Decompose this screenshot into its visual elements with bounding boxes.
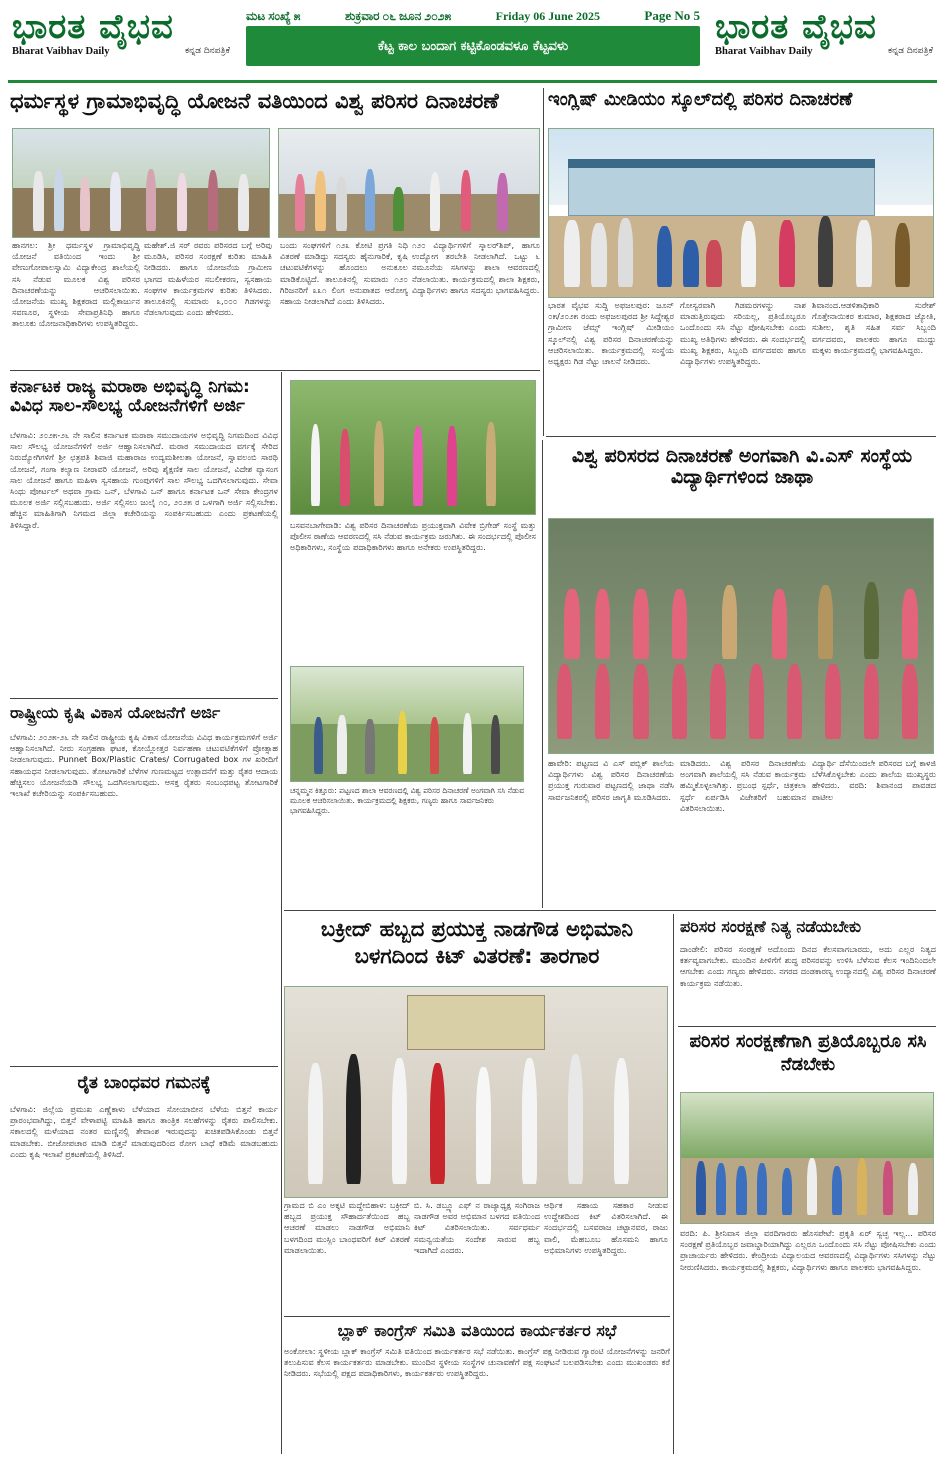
headline-a2: ಇಂಗ್ಲಿಷ್ ಮೀಡಿಯಂ ಸ್ಕೂಲ್‌ದಲ್ಲಿ ಪರಿಸರ ದಿನಾಚರಣೆ: [548, 89, 853, 110]
article-a6-caption: ಬಸವನಬಾಗೇವಾಡಿ: ವಿಶ್ವ ಪರಿಸರ ದಿನಾಚರಣೆಯ ಪ್ರಯುಕ್ತವಾಗಿ ವಿವೇಕ ಬ್ರಿಗೇಡ್ ಸಂಸ್ಥೆ ಮತ್ತು ಪೊಲೀಸ ಠಾಣೆಯ ಆವರಣದಲ್ಲಿ ಸಸಿ ನೆಡುವ ಕಾರ್ಯಕ್ರಮ ಜರುಗಿತು. ಈ ಸಂದರ್ಭದಲ್ಲಿ ಪೊಲೀಸ ಅಧಿಕಾರಿಗಳು, ಸಂಸ್ಥೆಯ ಪದಾಧಿಕಾರಿಗಳು ಹಾಗೂ ಅನೇಕರು ಉಪಸ್ಥಿತರಿದ್ದರು.: [290, 520, 536, 553]
section-rule: [678, 1026, 936, 1027]
article-a7-col3: ವಿದ್ಯಾರ್ಥಿ ದೆಸೆಯಿಂದಲೇ ಪರಿಸರದ ಬಗ್ಗೆ ಕಾಳಜಿ ಬೆಳೆಸಿಕೊಳ್ಳಬೇಕು ಎಂದು ಶಾಲೆಯ ಮುಖ್ಯಸ್ಥರು ಹೇಳಿದರು. ವರದಿ: ಶಿವಾನಂದ ಪಾವಡದ ಪಾಟೀಲ: [812, 758, 936, 802]
brand-tag: ಕನ್ನಡ ದಿನಪತ್ರಿಕೆ: [184, 46, 230, 56]
column-divider: [281, 372, 282, 1454]
article-a2-col2: ಗೋಸ್ವರವಾಗಿ ಗಿಡಮರಗಳನ್ನು ನಾಶ ಮಾಡುತ್ತಿರುವುದು ಸರಿಯಲ್ಲ, ಪ್ರತಿಯೊಬ್ಬರೂ ಒಂದೊಂದು ಸಸಿ ನೆಟ್ಟು ಪೋಷಿಸಬೇಕು ಎಂದು ಮುಖ್ಯ ಅತಿಥಿಗಳು ಹೇಳಿದರು. ಈ ಸಂದರ್ಭದಲ್ಲಿ ಮುಖ್ಯ ಶಿಕ್ಷಕರು, ಸಿಬ್ಬಂದಿ ವರ್ಗದವರು ಹಾಗೂ ವಿದ್ಯಾರ್ಥಿಗಳು ಉಪಸ್ಥಿತರಿದ್ದರು.: [680, 300, 806, 367]
section-rule: [546, 436, 936, 437]
photo-a2: [548, 128, 934, 298]
article-a7-col1: ಹಾವೇರಿ: ಪಟ್ಟಣದ ವಿ ಎಸ್ ಪಬ್ಲಿಕ್ ಶಾಲೆಯ ವಿದ್ಯಾರ್ಥಿಗಳು ವಿಶ್ವ ಪರಿಸರ ದಿನಾಚರಣೆಯ ಪ್ರಯುಕ್ತ ಗುರುವಾರ ಪಟ್ಟಣದಲ್ಲಿ ಜಾಥಾ ನಡೆಸಿ ಸಾರ್ವಜನಿಕರಲ್ಲಿ ಪರಿಸರ ಜಾಗೃತಿ ಮೂಡಿಸಿದರು.: [548, 758, 674, 802]
photo-a6-top: [290, 380, 536, 515]
section-rule: [284, 1316, 670, 1317]
article-a3-body: ಬೆಳಗಾವಿ: ೨೦೨೫-೨೬ ನೇ ಸಾಲಿನ ಕರ್ನಾಟಕ ಮರಾಠಾ ಸಮುದಾಯಗಳ ಅಭಿವೃದ್ಧಿ ನಿಗಮದಿಂದ ವಿವಿಧ ಸಾಲ ಸೌಲಭ್ಯ ಯೋಜನೆಗಳಿಗೆ ಅರ್ಜಿ ಆಹ್ವಾನಿಸಲಾಗಿದೆ. ಮರಾಠ ಸಮುದಾಯದ ವರ್ಗಕ್ಕೆ ಸೇರಿದ ನಿರುದ್ಯೋಗಿಗಳಿಗೆ ಶ್ರೀ ಛತ್ರಪತಿ ಶಿವಾಜಿ ಮಹಾರಾಜ ಉದ್ಯಮಶೀಲತಾ ಯೋಜನೆ, ಸ್ವಾವಲಂಬಿ ಸಾರಥಿ ಯೋಜನೆ, ಗಂಗಾ ಕಲ್ಯಾಣ ನೀರಾವರಿ ಯೋಜನೆ, ಅರಿವು ಶೈಕ್ಷಣಿಕ ಸಾಲ ಯೋಜನೆ, ವಿದೇಶ ವ್ಯಾಸಂಗ ಸಾಲ ಯೋಜನೆ ಹಾಗೂ ಮಹಿಳಾ ಸ್ವಸಹಾಯ ಗುಂಪುಗಳಿಗೆ ಸಾಲ ಸೌಲಭ್ಯ ಒದಗಿಸಲಾಗುವುದು. ಸೇವಾ ಸಿಂಧು ಪೋರ್ಟಲ್ ಅಥವಾ ಗ್ರಾಮ ಒನ್, ಬೆಳಗಾವಿ ಒನ್ ಹಾಗೂ ಕರ್ನಾಟಕ ಒನ್ ಸೇವಾ ಕೇಂದ್ರಗಳ ಮೂಲಕ ಅರ್ಜಿ ಸಲ್ಲಿಸಬಹುದು. ಅರ್ಜಿ ಸಲ್ಲಿಸಲು ಜುಲೈ ೧೦, ೨೦೨೫ ರ ಒಳಗಾಗಿ ಅರ್ಜಿ ಸಲ್ಲಿಸಬೇಕು. ಹೆಚ್ಚಿನ ಮಾಹಿತಿಗಾಗಿ ನಿಗಮದ ಜಿಲ್ಲಾ ಕಚೇರಿಯನ್ನು ಸಂಪರ್ಕಿಸಬಹುದು ಎಂದು ಪ್ರಕಟಣೆಯಲ್ಲಿ ತಿಳಿಸಿದ್ದಾರೆ.: [10, 430, 278, 530]
article-a6-caption2: ಚನ್ನಮ್ಮನ ಕಿತ್ತೂರು: ಪಟ್ಟಣದ ಶಾಲಾ ಆವರಣದಲ್ಲಿ ವಿಶ್ವ ಪರಿಸರ ದಿನಾಚರಣೆ ಅಂಗವಾಗಿ ಸಸಿ ನೆಡುವ ಮೂಲಕ ಆಚರಿಸಲಾಯಿತು. ಕಾರ್ಯಕ್ರಮದಲ್ಲಿ ಶಿಕ್ಷಕರು, ಗಣ್ಯರು ಹಾಗೂ ಸಾರ್ವಜನಿಕರು ಭಾಗವಹಿಸಿದ್ದರು.: [290, 786, 525, 815]
brand-english: Bharat Vaibhav Daily: [12, 46, 110, 57]
photo-a8: [284, 986, 668, 1198]
masthead: [0, 0, 945, 82]
headline-a7: ವಿಶ್ವ ಪರಿಸರದ ದಿನಾಚರಣೆ ಅಂಗವಾಗಿ ವಿ.ಎಸ್ ಸಂಸ್ಥೆಯ ವಿದ್ಯಾರ್ಥಿಗಳಿಂದ ಜಾಥಾ: [571, 445, 913, 489]
headline-a5: ರೈತ ಬಾಂಧವರ ಗಮನಕ್ಕೆ: [77, 1073, 211, 1093]
issue-number: ಮಟ ಸಂಖ್ಯೆ ೫: [246, 8, 301, 23]
column-divider: [543, 88, 544, 436]
brand-english: Bharat Vaibhav Daily: [715, 46, 813, 57]
article-a2-col3: ಶಿವಾನಂದ.ಆಡಳಿತಾಧಿಕಾರಿ ಸುರೇಶ್ ಗೊತ್ತೇನಾಯಿಕರ ಕುಮಾರ, ಶಿಕ್ಷಕರಾದ ಜ್ಯೋತಿ, ಸುಶೀಲ, ಶೃತಿ ಸಹಿತ ಸರ್ವ ಸಿಬ್ಬಂದಿ ವರ್ಗದವರು, ಪಾಲಕರು ಹಾಗೂ ಮುದ್ದು ಮಕ್ಕಳು ಕಾರ್ಯಕ್ರಮದಲ್ಲಿ ಭಾಗವಹಿಸಿದ್ದರು.: [812, 300, 936, 355]
headline-a11: ಬ್ಲಾಕ್ ಕಾಂಗ್ರೆಸ್ ಸಮಿತಿ ವತಿಯಿಂದ ಕಾರ್ಯಕರ್ತರ ಸಭೆ: [337, 1321, 617, 1340]
section-rule: [10, 1066, 278, 1067]
article-a10-body: ವರದಿ: ಪಿ. ಶ್ರೀನಿವಾಸ ಜಿಲ್ಲಾ ವರದಿಗಾರರು ಹೊಸಪೇಟೆ: ಪ್ರಕೃತಿ ಏರ್‌ ಸ್ವಚ್ಛ ಇಲ್ಲ... ಪರಿಸರ ಸಂರಕ್ಷಣೆ ಪ್ರತಿಯೊಬ್ಬರ ಜವಾಬ್ದಾರಿಯಾಗಿದ್ದು ಎಲ್ಲರೂ ಒಂದೊಂದು ಸಸಿ ನೆಟ್ಟು ಪೋಷಿಸಬೇಕು ಎಂದು ಪ್ರಾಚಾರ್ಯರು ಹೇಳಿದರು. ಕೇಂದ್ರೀಯ ವಿದ್ಯಾಲಯದ ಆವರಣದಲ್ಲಿ ವಿದ್ಯಾರ್ಥಿಗಳು ಸಸಿಗಳನ್ನು ನೆಟ್ಟು ನೀರುಣಿಸಿದರು. ಕಾರ್ಯಕ್ರಮದಲ್ಲಿ ಶಿಕ್ಷಕರು, ವಿದ್ಯಾರ್ಥಿಗಳು ಹಾಗೂ ಪಾಲಕರು ಭಾಗವಹಿಸಿದ್ದರು.: [680, 1228, 936, 1272]
article-a7-col2: ಮಾಡಿದರು. ವಿಶ್ವ ಪರಿಸರ ದಿನಾಚರಣೆಯ ಅಂಗವಾಗಿ ಶಾಲೆಯಲ್ಲಿ ಸಸಿ ನೆಡುವ ಕಾರ್ಯಕ್ರಮ ಹಮ್ಮಿಕೊಳ್ಳಲಾಗಿತ್ತು. ಪ್ರಬಂಧ ಸ್ಪರ್ಧೆ, ಚಿತ್ರಕಲಾ ಸ್ಪರ್ಧೆ ಏರ್ಪಡಿಸಿ ವಿಜೇತರಿಗೆ ಬಹುಮಾನ ವಿತರಿಸಲಾಯಿತು.: [680, 758, 806, 813]
article-a11-body: ಅಂಕೋಲಾ: ಸ್ಥಳೀಯ ಬ್ಲಾಕ್ ಕಾಂಗ್ರೆಸ್ ಸಮಿತಿ ವತಿಯಿಂದ ಕಾರ್ಯಕರ್ತರ ಸಭೆ ನಡೆಯಿತು. ಕಾಂಗ್ರೆಸ್ ಪಕ್ಷ ನೀಡಿರುವ ಗ್ಯಾರಂಟಿ ಯೋಜನೆಗಳನ್ನು ಜನರಿಗೆ ತಲುಪಿಸುವ ಕೆಲಸ ಕಾರ್ಯಕರ್ತರು ಮಾಡಬೇಕು. ಮುಂದಿನ ಸ್ಥಳೀಯ ಸಂಸ್ಥೆಗಳ ಚುನಾವಣೆಗೆ ಪಕ್ಷ ಸಂಘಟನೆ ಬಲಪಡಿಸಬೇಕು ಎಂದು ಮುಖಂಡರು ಕರೆ ನೀಡಿದರು. ಸಭೆಯಲ್ಲಿ ಪಕ್ಷದ ಪದಾಧಿಕಾರಿಗಳು, ಕಾರ್ಯಕರ್ತರು ಉಪಸ್ಥಿತರಿದ್ದರು.: [284, 1346, 670, 1379]
article-a8-col3: ಆರ್ಥಿಕ ಸಹಾಯ ಸಹಕಾರ ನೀಡುವ ಉದ್ದೇಶದಿಂದ ಕಿಟ್ ವಿತರಿಸಲಾಗಿದೆ. ಈ ಸಂದರ್ಭದಲ್ಲಿ ಬಸವರಾಜ ಚಟ್ಟಾನವರ, ರಾಜು ವಾಲಿ, ಮೆಹಬೂಬ ಹೊಸಮನಿ ಹಾಗೂ ಅಭಿಮಾನಿಗಳು ಉಪಸ್ಥಿತರಿದ್ದರು.: [544, 1200, 668, 1255]
headline-a9: ಪರಿಸರ ಸಂರಕ್ಷಣೆ ನಿತ್ಯ ನಡೆಯಬೇಕು: [680, 917, 862, 936]
tagline-banner: ಕೆಟ್ಟ ಕಾಲ ಬಂದಾಗ ಕಟ್ಟಿಕೊಂಡವಳೂ ಕೆಟ್ಟವಳು: [246, 26, 700, 66]
article-a1-col3: ಬಂದು ಸಂಘಗಳಿಗೆ ೧೨೩ ಕೋಟಿ ಪ್ರಗತಿ ನಿಧಿ ವಿತರಣೆ ಮಾಡಿದ್ದು ಸದಸ್ಯರು ಹೈನುಗಾರಿಕೆ, ಕೃಷಿ ಚಟುವಟಿಕೆಗಳನ್ನು ಹೊಂದಲು ಅನುಕೂಲ ಮಾಡಿಕೊಟ್ಟಿದೆ. ತಾಲೂಕಿನಲ್ಲಿ ಸುಮಾರು ೧೨೦ ಗಿರಿಜನರಿಗೆ ೩೩೧ ಲಿಂಗ ಅನುಪಾತದ ಆರೋಗ್ಯ ಸಹಾಯ ನೀಡಲಾಗಿದೆ ಎಂದು ತಿಳಿಸಿದರು.: [280, 240, 408, 307]
section-rule: [10, 698, 278, 699]
photo-a6-bottom: [290, 666, 524, 782]
article-a1-col4: ೧೨೦ ವಿದ್ಯಾರ್ಥಿಗಳಿಗೆ ಸ್ಕಾಲರ್‌ಶಿಪ್, ಹಾಗೂ ಉದ್ಯೋಗ ತರಬೇತಿ ನೀಡಲಾಗಿದೆ. ಒಟ್ಟು ೬ ನಮೂನೆಯ ಸಸಿಗಳನ್ನು ಶಾಲಾ ಆವರಣದಲ್ಲಿ ನೆಡಲಾಯಿತು. ಕಾರ್ಯಕ್ರಮದಲ್ಲಿ ಶಾಲಾ ಶಿಕ್ಷಕರು, ವಿದ್ಯಾರ್ಥಿಗಳು ಹಾಗೂ ಸದಸ್ಯರು ಭಾಗವಹಿಸಿದ್ದರು.: [412, 240, 540, 295]
section-rule: [284, 910, 936, 911]
date-english: Friday 06 June 2025: [495, 8, 600, 23]
brand-left: [12, 8, 234, 78]
article-a9-body: ದಾಂಡೇಲಿ: ಪರಿಸರ ಸಂರಕ್ಷಣೆ ಅದೊಂದು ದಿನದ ಕೆಲಸವಾಗಬಾರದು, ಅದು ಎಲ್ಲರ ನಿತ್ಯದ ಕರ್ತವ್ಯವಾಗಬೇಕು. ಮುಂದಿನ ಪೀಳಿಗೆಗೆ ಶುದ್ಧ ಪರಿಸರವನ್ನು ಉಳಿಸಿ ಬೆಳೆಸುವ ಕೆಲಸ ಇಂದಿನಿಂದಲೇ ಆಗಬೇಕು ಎಂದು ಗಣ್ಯರು ಹೇಳಿದರು. ನಗರದ ದಂಡಕಾರಣ್ಯ ಉದ್ಯಾನದಲ್ಲಿ ವಿಶ್ವ ಪರಿಸರ ದಿನಾಚರಣೆ ಕಾರ್ಯಕ್ರಮ ನಡೆಯಿತು.: [680, 944, 936, 988]
headline-a4: ರಾಷ್ಟ್ರೀಯ ಕೃಷಿ ವಿಕಾಸ ಯೋಜನೆಗೆ ಅರ್ಜಿ: [10, 703, 221, 722]
headline-a8: ಬಕ್ರೀದ್ ಹಬ್ಬದ ಪ್ರಯುಕ್ತ ನಾಡಗೌಡ ಅಭಿಮಾನಿ ಬಳಗದಿಂದ ಕಿಟ್ ವಿತರಣೆ: ತಾರಗಾರ: [320, 917, 634, 969]
photo-a7: [548, 518, 934, 754]
article-a1-col2: ಮಹೇಶ್.ಜಿ ಸರ್ ರವರು ಪರಿಸರದ ಬಗ್ಗೆ ಅರಿವು ಮೂಡಿಸಿ, ಪರಿಸರ ಸಂರಕ್ಷಣೆ ಕುರಿತು ಮಾಹಿತಿ ನೀಡಿದರು. ಹಾಗೂ ಯೋಜನೆಯ ಗ್ರಾಮೀಣ ಭಾಗದ ಮಹಿಳೆಯರ ಸಬಲೀಕರಣ, ಸ್ವಸಹಾಯ ಸಂಘಗಳ ಕಾರ್ಯಕ್ರಮಗಳ ಕುರಿತು ತಿಳಿಸಿದರು. ತಾಲೂಕಿನಲ್ಲಿ ಸುಮಾರು ೩,೦೦೦ ಗಿಡಗಳನ್ನು ನೆಡಲಾಗುವುದು ಎಂದು ಹೇಳಿದರು.: [144, 240, 272, 318]
brand-logo: ಭಾರತ ವೈಭವ: [12, 7, 174, 47]
article-a8-col2: ಬಿ. ಸಿ. ಡಬ್ಲ್ಯೂ ಎಫ್ ನ ರಾಜ್ಯಾಧ್ಯಕ್ಷ ಸಂಗಿರಾಜ ನಾಡಗೌಡ ಅವರ ಅಭಿಮಾನ ಬಳಗದ ವತಿಯಿಂದ ಕಿಟ್ ವಿತರಿಸಲಾಯಿತು. ಸರ್ವಧರ್ಮ ಸಮನ್ವಯತೆಯ ಸಂದೇಶ ಸಾರುವ ಹಬ್ಬ ಇದಾಗಿದೆ ಎಂದರು.: [414, 1200, 540, 1255]
section-rule: [10, 370, 540, 371]
photo-a1-left: [12, 128, 270, 238]
date-kannada: ಶುಕ್ರವಾರ ೦೬ ಜೂನ ೨೦೨೫: [344, 8, 452, 23]
photo-a1-right: [278, 128, 540, 238]
headline-a1: ಧರ್ಮಸ್ಥಳ ಗ್ರಾಮಾಭಿವೃದ್ಧಿ ಯೋಜನೆ ವತಿಯಿಂದ ವಿಶ್ವ ಪರಿಸರ ದಿನಾಚರಣೆ: [10, 89, 499, 113]
page-number: Page No 5: [644, 8, 700, 23]
brand-tag: ಕನ್ನಡ ದಿನಪತ್ರಿಕೆ: [887, 46, 933, 56]
dateline: [246, 6, 700, 26]
article-a1-col1: ಹಾನಗಲ: ಶ್ರೀ ಧರ್ಮಸ್ಥಳ ಗ್ರಾಮಾಭಿವೃದ್ಧಿ ಯೋಜನೆ ವತಿಯಿಂದ ಇಂದು ಶ್ರೀ ವೇಣುಗೋಪಾಲಸ್ವಾಮಿ ವಿದ್ಯಾಕೇಂದ್ರ ಶಾಲೆಯಲ್ಲಿ ಸಸಿ ನೆಡುವ ಮೂಲಕ ವಿಶ್ವ ಪರಿಸರ ದಿನಾಚರಣೆಯನ್ನು ಆಚರಿಸಲಾಯಿತು. ಯೋಜನೆಯ ಮುಖ್ಯ ಶಿಕ್ಷಕರಾದ ಮಲ್ಲಿಕಾರ್ಜುನ ಸವಣೂರ, ಸ್ಥಳೀಯ ಸೇವಾಪ್ರತಿನಿಧಿ ಹಾಗೂ ತಾಲೂಕು ಯೋಜನಾಧಿಕಾರಿಗಳು ಉಪಸ್ಥಿತರಿದ್ದರು.: [12, 240, 140, 329]
column-divider: [673, 914, 674, 1454]
brand-right: [715, 8, 937, 78]
article-a4-body: ಬೆಳಗಾವಿ: ೨೦೨೫-೨೬ ನೇ ಸಾಲಿನ ರಾಷ್ಟ್ರೀಯ ಕೃಷಿ ವಿಕಾಸ ಯೋಜನೆಯ ವಿವಿಧ ಕಾರ್ಯಕ್ರಮಗಳಿಗೆ ಅರ್ಜಿ ಆಹ್ವಾನಿಸಲಾಗಿದೆ. ನೀರು ಸಂಗ್ರಹಣಾ ಘಟಕ, ಕೋಯ್ಲೋತ್ತರ ನಿರ್ವಹಣಾ ಚಟುವಟಿಕೆಗಳಿಗೆ ಪ್ರೋತ್ಸಾಹ ನೀಡಲಾಗುವುದು. Punnet Box/Plastic Crates/ Corrugated box ಗಳ ಖರೀದಿಗೆ ಸಹಾಯಧನ ನೀಡಲಾಗುವುದು. ತೋಟಗಾರಿಕೆ ಬೆಳೆಗಳ ಗುಣಮಟ್ಟದ ಉತ್ಪಾದನೆಗೆ ಮತ್ತು ರೈತರ ಆದಾಯ ಹೆಚ್ಚಿಸಲು ಯೋಜನೆಯಡಿ ಸೌಲಭ್ಯ ಒದಗಿಸಲಾಗುವುದು. ಆಸಕ್ತ ರೈತರು ಸಂಬಂಧಪಟ್ಟ ತೋಟಗಾರಿಕೆ ಇಲಾಖೆ ಕಚೇರಿಯನ್ನು ಸಂಪರ್ಕಿಸಬಹುದು.: [10, 732, 278, 799]
headline-a10: ಪರಿಸರ ಸಂರಕ್ಷಣೆಗಾಗಿ ಪ್ರತಿಯೊಬ್ಬರೂ ಸಸಿ ನೆಡಬೇಕು: [689, 1031, 927, 1076]
article-a2-col1: ಭಾರತ ವೈಭವ ಸುದ್ದಿ ಅಫಜಲಪುರ: ಜೂನ್ ೦೫/೨೦೨೫ ರಂದು ಅಫಜಲಪುರದ ಶ್ರೀ ಸಿದ್ದೇಶ್ವರ ಗ್ರಾಮೀಣ ಜೆಮ್ಸ್ ಇಂಗ್ಲಿಷ್ ಮೀಡಿಯಂ ಸ್ಕೂಲ್‌ನಲ್ಲಿ ವಿಶ್ವ ಪರಿಸರ ದಿನಾಚರಣೆಯನ್ನು ಆಚರಿಸಲಾಯಿತು. ಕಾರ್ಯಕ್ರಮದಲ್ಲಿ ಸಂಸ್ಥೆಯ ಅಧ್ಯಕ್ಷರು ಗಿಡ ನೆಟ್ಟು ಚಾಲನೆ ನೀಡಿದರು.: [548, 300, 674, 367]
article-a8-col1: ಗ್ರಾಮದ ಬಿ ಎಂ ಅಕ್ಕಟಿ ಮದ್ದೇಬಿಹಾಳ: ಬಕ್ರೀದ್ ಹಬ್ಬದ ಪ್ರಯುಕ್ತ ಸೌಹಾರ್ದತೆಯಿಂದ ಹಬ್ಬ ಆಚರಣೆ ಮಾಡಲು ನಾಡಗೌಡ ಅಭಿಮಾನಿ ಬಳಗದಿಂದ ಮುಸ್ಲಿಂ ಬಾಂಧವರಿಗೆ ಕಿಟ್ ವಿತರಣೆ ಮಾಡಲಾಯಿತು.: [284, 1200, 410, 1255]
column-divider: [542, 440, 543, 908]
article-a5-body: ಬೆಳಗಾವಿ: ಜಿಲ್ಲೆಯ ಪ್ರಮುಖ ಎಣ್ಣೆಕಾಳು ಬೆಳೆಯಾದ ಸೋಯಾಬೀನ ಬೆಳೆಯ ಬಿತ್ತನೆ ಕಾರ್ಯ ಪ್ರಾರಂಭವಾಗಿದ್ದು, ಬಿತ್ತನೆ ವೇಳಾಪಟ್ಟಿ ಮಾಹಿತಿ ಹಾಗೂ ತಾಂತ್ರಿಕ ಸಲಹೆಗಳನ್ನು ರೈತರು ಪಾಲಿಸಬೇಕು. ಸಕಾಲದಲ್ಲಿ ಮಳೆಯಾದ ನಂತರ ಮಣ್ಣಿನಲ್ಲಿ ತೇವಾಂಶ ಇರುವುದನ್ನು ಖಚಿತಪಡಿಸಿಕೊಂಡು ಬಿತ್ತನೆ ಮಾಡಬೇಕು. ಬೀಜೋಪಚಾರ ಮಾಡಿ ಬಿತ್ತನೆ ಮಾಡುವುದರಿಂದ ರೋಗ ಬಾಧೆ ಕಡಿಮೆ ಮಾಡಬಹುದು ಎಂದು ಕೃಷಿ ಇಲಾಖೆ ಪ್ರಕಟಣೆಯಲ್ಲಿ ತಿಳಿಸಿದೆ.: [10, 1104, 278, 1159]
headline-a3: ಕರ್ನಾಟಕ ರಾಜ್ಯ ಮರಾಠಾ ಅಭಿವೃದ್ಧಿ ನಿಗಮ: ವಿವಿಧ ಸಾಲ-ಸೌಲಭ್ಯ ಯೋಜನೆಗಳಿಗೆ ಅರ್ಜಿ: [10, 377, 250, 417]
masthead-rule: [8, 80, 937, 83]
photo-a10: [680, 1092, 934, 1224]
brand-logo: ಭಾರತ ವೈಭವ: [715, 7, 877, 47]
